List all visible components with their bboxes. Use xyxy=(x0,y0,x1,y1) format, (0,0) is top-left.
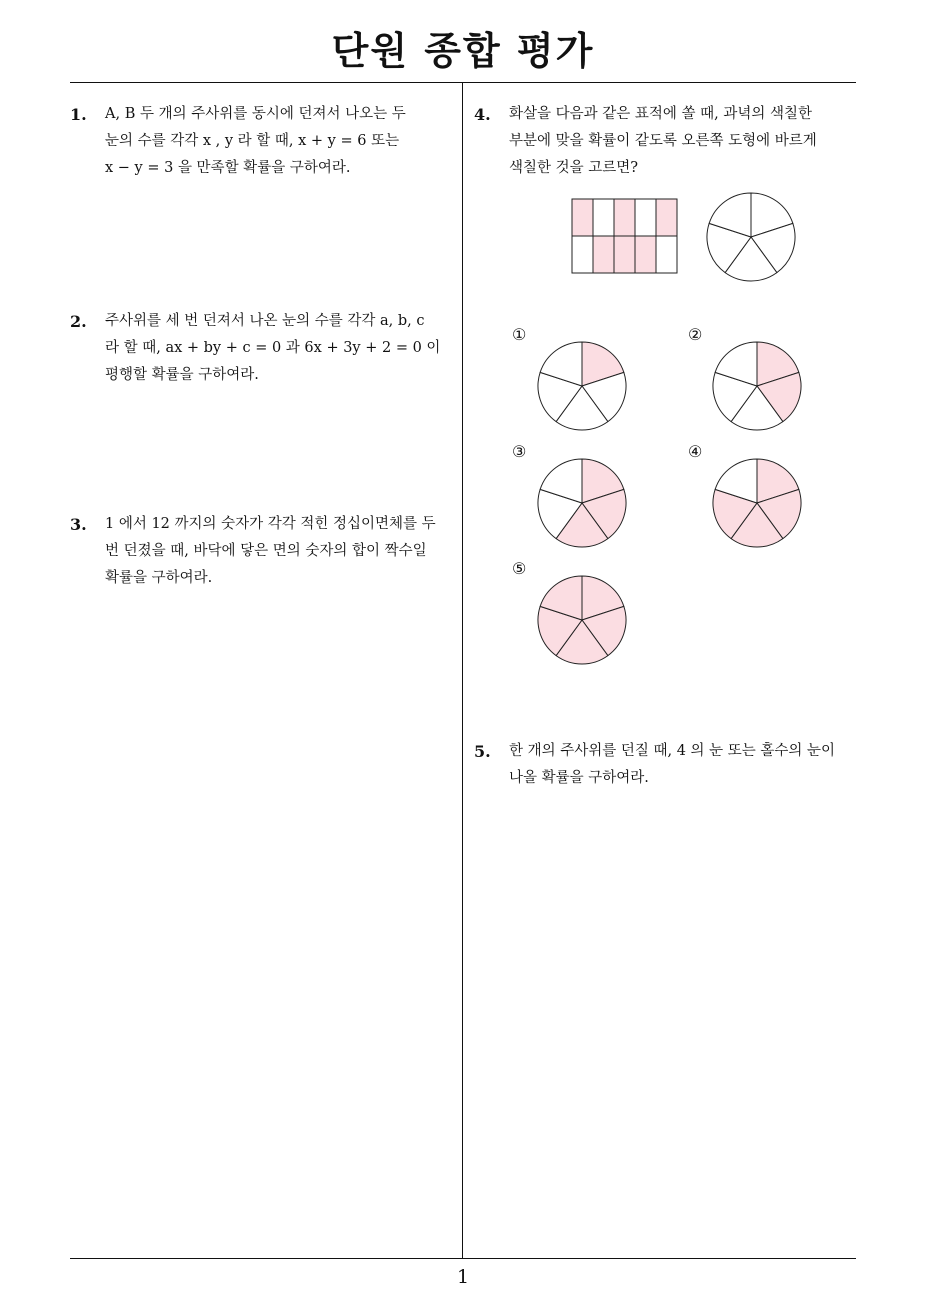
grid-cell xyxy=(614,236,635,273)
choice-label-3[interactable]: ③ xyxy=(512,442,527,461)
choice-circle-5[interactable] xyxy=(536,574,628,666)
grid-cell xyxy=(656,236,677,273)
choice-label-2[interactable]: ② xyxy=(688,325,703,344)
grid-cell xyxy=(656,199,677,236)
question-number: 5. xyxy=(474,742,491,761)
question-text: 주사위를 세 번 던져서 나온 눈의 수를 각각 a, b, c 라 할 때, ax + by + c = 0 과 6x + 3y + 2 = 0 이 평행할 확률을 구하여라. xyxy=(105,313,441,383)
question-number: 1. xyxy=(70,105,87,124)
question-number: 4. xyxy=(474,105,491,124)
choice-circle-4[interactable] xyxy=(711,457,803,549)
choice-label-1[interactable]: ① xyxy=(512,325,527,344)
column-divider xyxy=(462,83,463,1258)
question-text: 한 개의 주사위를 던질 때, 4 의 눈 또는 홀수의 눈이 나올 확률을 구하여라. xyxy=(509,743,836,786)
question-text: A, B 두 개의 주사위를 동시에 던져서 나오는 두 눈의 수를 각각 x , y 라 할 때, x + y = 6 또는 x − y = 3 을 만족할 확률을 구하여라. xyxy=(105,106,406,176)
page-number: 1 xyxy=(456,1266,470,1288)
top-rule xyxy=(70,82,856,83)
question-text: 화살을 다음과 같은 표적에 쏠 때, 과녁의 색칠한 부분에 맞을 확률이 같도록 오른쪽 도형에 바르게 색칠한 것을 고르면? xyxy=(509,106,817,176)
grid-cell xyxy=(572,236,593,273)
target-circle-figure xyxy=(705,191,797,283)
bottom-rule xyxy=(70,1258,856,1259)
choice-circle-3[interactable] xyxy=(536,457,628,549)
grid-cell xyxy=(572,199,593,236)
grid-cell xyxy=(593,236,614,273)
question-text: 1 에서 12 까지의 숫자가 각각 적힌 정십이면체를 두 번 던졌을 때, 바닥에 닿은 면의 숫자의 합이 짝수일 확률을 구하여라. xyxy=(105,516,436,586)
question-number: 2. xyxy=(70,312,87,331)
target-grid-figure xyxy=(571,198,679,274)
choice-circle-1[interactable] xyxy=(536,340,628,432)
choice-label-5[interactable]: ⑤ xyxy=(512,559,527,578)
grid-cell xyxy=(593,199,614,236)
choice-label-4[interactable]: ④ xyxy=(688,442,703,461)
grid-cell xyxy=(635,199,656,236)
question-number: 3. xyxy=(70,515,87,534)
grid-cell xyxy=(635,236,656,273)
choice-circle-2[interactable] xyxy=(711,340,803,432)
grid-cell xyxy=(614,199,635,236)
page-title: 단원 종합 평가 xyxy=(331,29,595,73)
